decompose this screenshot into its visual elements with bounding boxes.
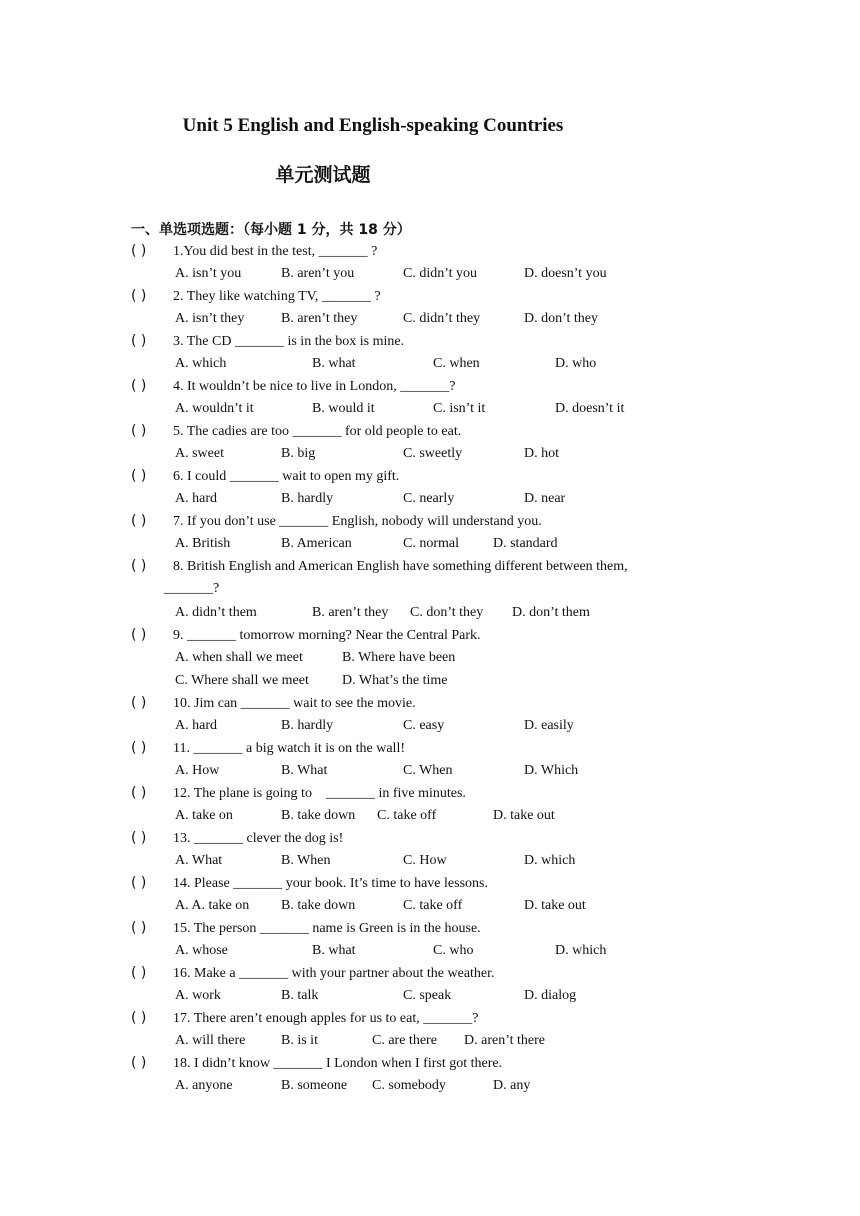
answer-option[interactable]: D. doesn’t you	[524, 266, 607, 281]
answer-option[interactable]: D. don’t them	[512, 605, 590, 620]
option-row	[131, 487, 731, 510]
question-item	[131, 555, 731, 624]
option-row	[131, 669, 731, 692]
answer-option[interactable]: A. will there	[175, 1033, 246, 1048]
answer-option[interactable]: D. who	[555, 356, 597, 371]
answer-option[interactable]: D. dialog	[524, 988, 577, 1003]
option-row	[131, 984, 731, 1007]
answer-option[interactable]: B. what	[312, 943, 356, 958]
question-stem	[131, 375, 731, 397]
answer-option[interactable]: D. near	[524, 491, 566, 506]
answer-option[interactable]: C. didn’t they	[403, 311, 481, 326]
question-item	[131, 285, 731, 330]
answer-option[interactable]: B. would it	[312, 401, 375, 416]
option-row	[131, 262, 731, 285]
question-text: 8. British English and American English have something different between them,	[173, 559, 628, 574]
question-stem	[131, 510, 731, 532]
question-stem	[131, 465, 731, 487]
option-row	[131, 646, 731, 669]
question-text: 17. There aren’t enough apples for us to eat, _______?	[173, 1011, 479, 1026]
answer-option[interactable]: A. wouldn’t it	[175, 401, 254, 416]
answer-option[interactable]: D. which	[555, 943, 607, 958]
question-text: 13. _______ clever the dog is!	[173, 831, 344, 846]
answer-option[interactable]: A. A. take on	[175, 898, 250, 913]
answer-option[interactable]: B. aren’t you	[281, 266, 355, 281]
question-text: 7. If you don’t use _______ English, nobody will understand you.	[173, 514, 542, 529]
question-stem	[131, 782, 731, 804]
option-row	[131, 804, 731, 827]
question-continuation: _______?	[164, 581, 220, 596]
option-row	[131, 532, 731, 555]
answer-option[interactable]: B. Where have been	[342, 650, 456, 665]
answer-option[interactable]: C. take off	[403, 898, 463, 913]
answer-option[interactable]: B. aren’t they	[312, 605, 389, 620]
answer-blank[interactable]: ( )	[131, 695, 147, 711]
question-stem	[131, 240, 731, 262]
question-item	[131, 917, 731, 962]
answer-option[interactable]: A. isn’t they	[175, 311, 245, 326]
answer-option[interactable]: D. take out	[493, 808, 555, 823]
answer-option[interactable]: B. someone	[281, 1078, 348, 1093]
question-text: 10. Jim can _______ wait to see the movie.	[173, 696, 416, 711]
question-item	[131, 962, 731, 1007]
question-item	[131, 1052, 731, 1097]
question-list	[131, 240, 731, 1097]
answer-option[interactable]: D. which	[524, 853, 576, 868]
question-item	[131, 737, 731, 782]
answer-option[interactable]: B. take down	[281, 898, 356, 913]
answer-option[interactable]: C. easy	[403, 718, 445, 733]
answer-blank[interactable]: ( )	[131, 740, 147, 756]
answer-option[interactable]: A. How	[175, 763, 220, 778]
answer-option[interactable]: D. any	[493, 1078, 531, 1093]
answer-option[interactable]: B. When	[281, 853, 331, 868]
question-text: 5. The cadies are too _______ for old people to eat.	[173, 424, 462, 439]
answer-option[interactable]: A. anyone	[175, 1078, 233, 1093]
question-item	[131, 692, 731, 737]
answer-option[interactable]: C. didn’t you	[403, 266, 478, 281]
document-title: Unit 5 English and English-speaking Countries	[182, 115, 564, 136]
answer-option[interactable]: D. hot	[524, 446, 559, 461]
answer-option[interactable]: D. What’s the time	[342, 673, 448, 688]
option-row	[131, 939, 731, 962]
answer-option[interactable]: C. isn’t it	[433, 401, 486, 416]
answer-option[interactable]: A. isn’t you	[175, 266, 242, 281]
question-text: 11. _______ a big watch it is on the wall!	[173, 741, 405, 756]
answer-option[interactable]: B. talk	[281, 988, 319, 1003]
answer-option[interactable]: A. when shall we meet	[175, 650, 303, 665]
answer-option[interactable]: A. didn’t them	[175, 605, 257, 620]
answer-option[interactable]: A. whose	[175, 943, 228, 958]
answer-option[interactable]: A. work	[175, 988, 221, 1003]
question-stem	[131, 917, 731, 939]
answer-option[interactable]: D. aren’t there	[464, 1033, 545, 1048]
answer-option[interactable]: C. How	[403, 853, 447, 868]
answer-option[interactable]: A. take on	[175, 808, 233, 823]
answer-blank[interactable]: ( )	[131, 830, 147, 846]
answer-option[interactable]: C. When	[403, 763, 453, 778]
question-item	[131, 872, 731, 917]
question-stem	[131, 624, 731, 646]
option-row	[131, 397, 731, 420]
answer-option[interactable]: C. who	[433, 943, 474, 958]
answer-blank[interactable]: ( )	[131, 785, 147, 801]
answer-blank[interactable]: ( )	[131, 627, 147, 643]
answer-blank[interactable]: ( )	[131, 288, 147, 304]
answer-option[interactable]: B. hardly	[281, 491, 334, 506]
answer-option[interactable]: B. What	[281, 763, 328, 778]
answer-option[interactable]: C. are there	[372, 1033, 437, 1048]
section-heading: 一、单选项选题：（每小题 1 分，共 18 分）	[131, 222, 411, 238]
question-item	[131, 827, 731, 872]
answer-option[interactable]: A. British	[175, 536, 231, 551]
answer-option[interactable]: C. somebody	[372, 1078, 446, 1093]
answer-blank[interactable]: ( )	[131, 468, 147, 484]
answer-blank[interactable]: ( )	[131, 243, 147, 259]
answer-option[interactable]: B. take down	[281, 808, 356, 823]
question-item	[131, 510, 731, 555]
answer-blank[interactable]: ( )	[131, 920, 147, 936]
option-row	[131, 714, 731, 737]
option-row	[131, 307, 731, 330]
option-row	[131, 1074, 731, 1097]
question-text: 6. I could _______ wait to open my gift.	[173, 469, 400, 484]
question-stem	[131, 827, 731, 849]
answer-blank[interactable]: ( )	[131, 1055, 147, 1071]
answer-blank[interactable]: ( )	[131, 513, 147, 529]
question-item	[131, 420, 731, 465]
question-text: 15. The person _______ name is Green is in the house.	[173, 921, 481, 936]
answer-option[interactable]: C. don’t they	[410, 605, 484, 620]
question-item	[131, 1007, 731, 1052]
answer-option[interactable]: B. is it	[281, 1033, 318, 1048]
answer-option[interactable]: B. big	[281, 446, 316, 461]
answer-option[interactable]: B. aren’t they	[281, 311, 358, 326]
question-item	[131, 375, 731, 420]
question-text: 4. It wouldn’t be nice to live in London, _______?	[173, 379, 456, 394]
answer-blank[interactable]: ( )	[131, 423, 147, 439]
question-text: 3. The CD _______ is in the box is mine.	[173, 334, 405, 349]
question-text: 9. _______ tomorrow morning? Near the Central Park.	[173, 628, 481, 643]
option-row	[131, 601, 731, 624]
answer-option[interactable]: C. speak	[403, 988, 452, 1003]
answer-option[interactable]: A. sweet	[175, 446, 224, 461]
question-text: 2. They like watching TV, _______ ?	[173, 289, 381, 304]
question-text: 18. I didn’t know _______ I London when I first got there.	[173, 1056, 503, 1071]
question-item	[131, 624, 731, 692]
option-row	[131, 1029, 731, 1052]
option-row	[131, 849, 731, 872]
answer-option[interactable]: C. normal	[403, 536, 459, 551]
question-text: 1.You did best in the test, _______ ?	[173, 244, 378, 259]
question-stem	[131, 420, 731, 442]
answer-blank[interactable]: ( )	[131, 378, 147, 394]
answer-blank[interactable]: ( )	[131, 333, 147, 349]
question-text: 14. Please _______ your book. It’s time to have lessons.	[173, 876, 488, 891]
answer-option[interactable]: D. take out	[524, 898, 586, 913]
answer-option[interactable]: D. don’t they	[524, 311, 599, 326]
answer-option[interactable]: D. Which	[524, 763, 579, 778]
question-stem	[131, 555, 731, 577]
answer-option[interactable]: C. Where shall we meet	[175, 673, 309, 688]
answer-option[interactable]: D. easily	[524, 718, 574, 733]
answer-blank[interactable]: ( )	[131, 875, 147, 891]
answer-option[interactable]: B. hardly	[281, 718, 334, 733]
answer-blank[interactable]: ( )	[131, 965, 147, 981]
question-stem	[131, 692, 731, 714]
question-stem	[131, 872, 731, 894]
question-item	[131, 330, 731, 375]
question-stem	[131, 962, 731, 984]
question-stem	[131, 330, 731, 352]
question-stem	[131, 1007, 731, 1029]
answer-option[interactable]: C. when	[433, 356, 480, 371]
answer-option[interactable]: D. standard	[493, 536, 558, 551]
question-item	[131, 465, 731, 510]
answer-option[interactable]: B. what	[312, 356, 356, 371]
option-row	[131, 442, 731, 465]
question-item	[131, 240, 731, 285]
question-stem	[131, 737, 731, 759]
answer-option[interactable]: C. take off	[377, 808, 437, 823]
answer-blank[interactable]: ( )	[131, 558, 147, 574]
answer-option[interactable]: A. What	[175, 853, 223, 868]
question-text: 16. Make a _______ with your partner about the weather.	[173, 966, 495, 981]
answer-option[interactable]: A. hard	[175, 491, 217, 506]
option-row	[131, 352, 731, 375]
answer-option[interactable]: D. doesn’t it	[555, 401, 625, 416]
option-row	[131, 759, 731, 782]
answer-option[interactable]: C. sweetly	[403, 446, 463, 461]
question-text: 12. The plane is going to _______ in five minutes.	[173, 786, 466, 801]
question-stem	[131, 285, 731, 307]
option-row	[131, 894, 731, 917]
answer-option[interactable]: C. nearly	[403, 491, 455, 506]
answer-option[interactable]: A. which	[175, 356, 227, 371]
question-stem	[131, 1052, 731, 1074]
answer-option[interactable]: B. American	[281, 536, 352, 551]
question-item	[131, 782, 731, 827]
answer-blank[interactable]: ( )	[131, 1010, 147, 1026]
document-subtitle: 单元测试题	[275, 164, 371, 186]
answer-option[interactable]: A. hard	[175, 718, 217, 733]
